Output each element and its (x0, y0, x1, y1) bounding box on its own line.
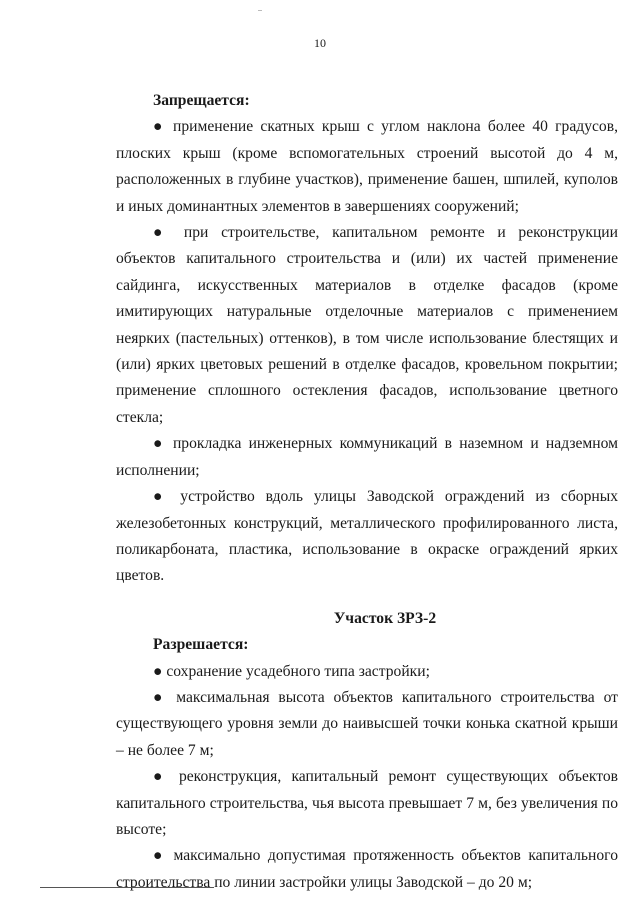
section-title-zrz2: Участок ЗРЗ-2 (333, 609, 437, 627)
forbidden-item-fences: ● устройство вдоль улицы Заводской ограждений из сборных железобетонных конструкций, металлического профилированного листа, поликарбоната, пластика, использование в окраске ограждений ярких цветов. (116, 488, 618, 585)
allowed-heading: Разрешается: (153, 636, 249, 654)
allowed-item-reconstruction: ● реконструкция, капитальный ремонт существующих объектов капитального строительства, чья высота превышает 7 м, без увеличения по высоте; (116, 768, 618, 838)
scan-mark (258, 10, 262, 11)
footnote-separator (40, 887, 214, 888)
allowed-item-estate-type: ● сохранение усадебного типа застройки; (153, 662, 430, 680)
page-number: 10 (314, 36, 326, 50)
forbidden-heading: Запрещается: (153, 92, 250, 109)
page-content (116, 88, 618, 896)
forbidden-item-utilities: ● прокладка инженерных коммуникаций в наземном и надземном исполнении; (116, 435, 618, 479)
forbidden-item-materials: ● при строительстве, капитальном ремонте и реконструкции объектов капитального строительства и (или) их частей применение сайдинга, искусственных материалов в отделке фасадов (кроме имитирующих натуральные отделочные материалов с применением неярких (пастельных) оттенков), в том числе использование блестящих и (или) ярких цветовых решений в отделке фасадов, кровельном покрытии; применение сплошного остекления фасадов, использование цветного стекла; (116, 224, 618, 426)
allowed-item-max-length: ● максимально допустимая протяженность объектов капитального строительства по линии застройки улицы Заводской – до 20 м; (116, 847, 618, 891)
forbidden-item-roofs: ● применение скатных крыш с углом наклона более 40 градусов, плоских крыш (кроме вспомогательных строений высотой до 4 м, расположенных в глубине участков), применение башен, шпилей, куполов и иных доминантных элементов в завершениях сооружений; (116, 118, 618, 215)
allowed-item-max-height: ● максимальная высота объектов капитального строительства от существующего уровня земли до наивысшей точки конька скатной крыши – не более 7 м; (116, 688, 618, 759)
